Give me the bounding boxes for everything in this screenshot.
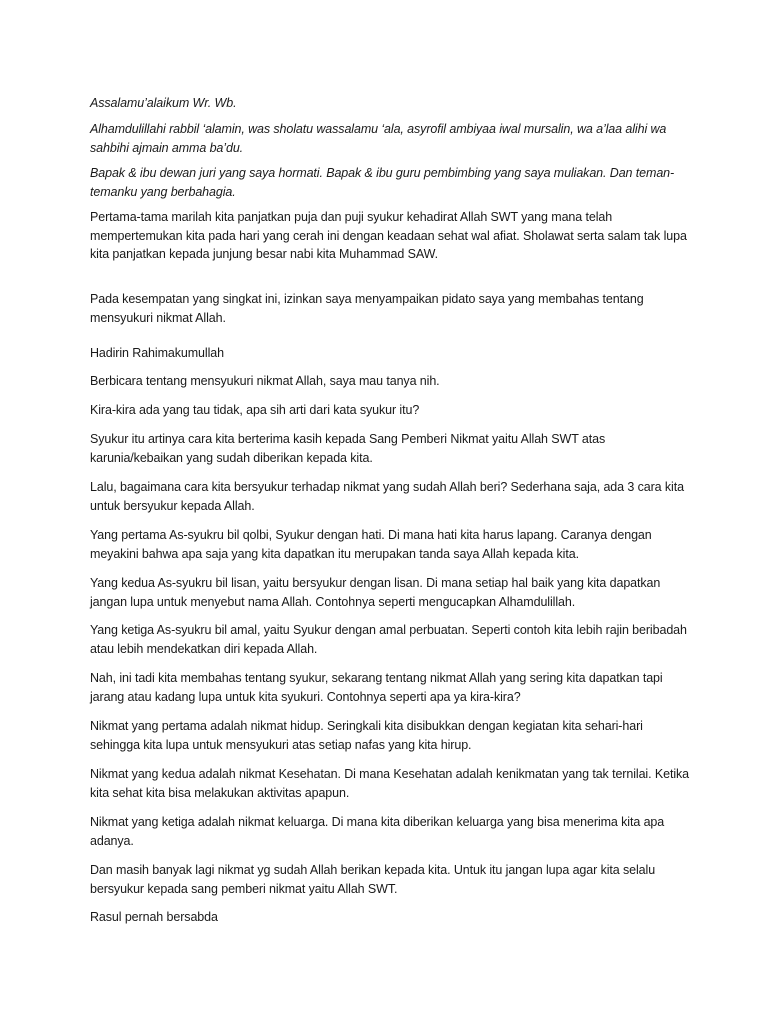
opening-prayer: Alhamdulillahi rabbil ‘alamin, was sholatu wassalamu ‘ala, asyrofil ambiyaa iwal mursalin, wa a’laa alihi wa sahbihi ajmain amma ba’du.: [90, 122, 667, 155]
topic-paragraph: Pada kesempatan yang singkat ini, izinkan saya menyampaikan pidato saya yang membahas tentang mensyukuri nikmat Allah.: [90, 292, 644, 325]
paragraph-hadith: Rasul pernah bersabda: [90, 910, 218, 924]
paragraph-life: Nikmat yang pertama adalah nikmat hidup. Seringkali kita disibukkan dengan kegiatan kita sehari-hari sehingga kita lupa untuk mensyukuri atas setiap nafas yang kita hirup.: [90, 719, 643, 752]
paragraph-more: Dan masih banyak lagi nikmat yg sudah Allah berikan kepada kita. Untuk itu jangan lupa agar kita selalu bersyukur kepada sang pemberi nikmat yaitu Allah SWT.: [90, 863, 656, 896]
paragraph-meaning: Syukur itu artinya cara kita berterima kasih kepada Sang Pemberi Nikmat yaitu Allah SWT atas karunia/kebaikan yang sudah diberikan kepada kita.: [90, 432, 606, 465]
intro-paragraph: Pertama-tama marilah kita panjatkan puja dan puji syukur kehadirat Allah SWT yang mana telah mempertemukan kita pada hari yang cerah ini dengan keadaan sehat wal afiat. Sholawat serta salam tak lupa kita panjatkan kepada junjung besar nabi kita Muhammad SAW.: [90, 210, 687, 261]
paragraph-how: Lalu, bagaimana cara kita bersyukur terhadap nikmat yang sudah Allah beri? Sederhana saja, ada 3 cara kita untuk bersyukur kepada Allah.: [90, 480, 684, 513]
paragraph-second-way: Yang kedua As-syukru bil lisan, yaitu bersyukur dengan lisan. Di mana setiap hal baik yang kita dapatkan jangan lupa untuk menyebut nama Allah. Contohnya seperti mengucapkan Alhamdulillah.: [90, 576, 661, 609]
paragraph-transition: Nah, ini tadi kita membahas tentang syukur, sekarang tentang nikmat Allah yang sering kita dapatkan tapi jarang atau kadang lupa untuk kita syukuri. Contohnya seperti apa ya kira-kira?: [90, 671, 663, 704]
paragraph-question: Berbicara tentang mensyukuri nikmat Allah, saya mau tanya nih.: [90, 374, 440, 388]
paragraph-health: Nikmat yang kedua adalah nikmat Kesehatan. Di mana Kesehatan adalah kenikmatan yang tak ternilai. Ketika kita sehat kita bisa melakukan aktivitas apapun.: [90, 767, 689, 800]
greeting: Assalamu’alaikum Wr. Wb.: [90, 96, 237, 110]
paragraph-first-way: Yang pertama As-syukru bil qolbi, Syukur dengan hati. Di mana hati kita harus lapang. Caranya dengan meyakini bahwa apa saja yang kita dapatkan itu merupakan tanda saya Allah kepada kita.: [90, 528, 652, 561]
respect-paragraph: Bapak & ibu dewan juri yang saya hormati. Bapak & ibu guru pembimbing yang saya muliakan. Dan teman-temanku yang berbahagia.: [90, 166, 675, 199]
paragraph-meaning-question: Kira-kira ada yang tau tidak, apa sih arti dari kata syukur itu?: [90, 403, 420, 417]
address-line: Hadirin Rahimakumullah: [90, 346, 224, 360]
paragraph-third-way: Yang ketiga As-syukru bil amal, yaitu Syukur dengan amal perbuatan. Seperti contoh kita lebih rajin beribadah atau lebih mendekatkan diri kepada Allah.: [90, 623, 687, 656]
paragraph-family: Nikmat yang ketiga adalah nikmat keluarga. Di mana kita diberikan keluarga yang bisa menerima kita apa adanya.: [90, 815, 665, 848]
